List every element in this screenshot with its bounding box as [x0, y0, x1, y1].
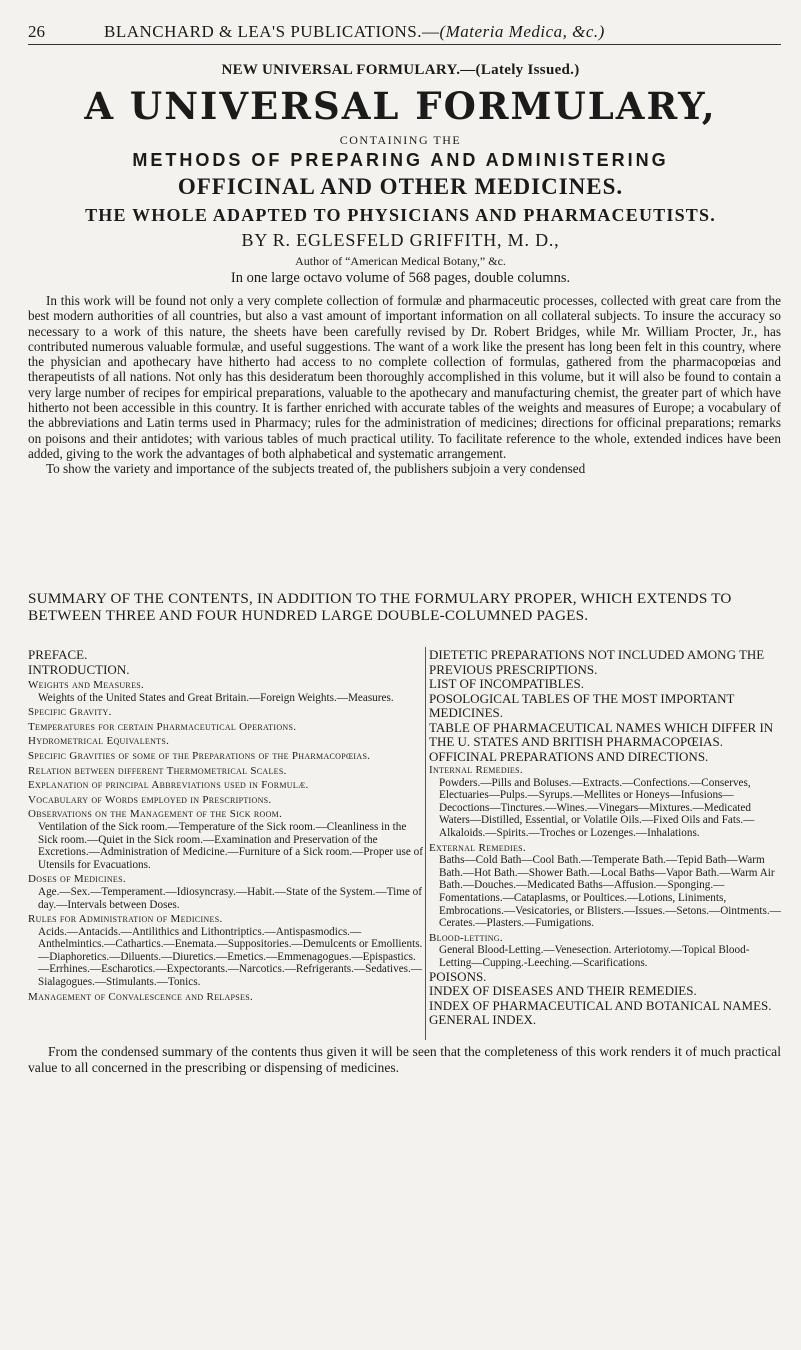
- adapted-line: THE WHOLE ADAPTED TO PHYSICIANS AND PHARMACEUTISTS.: [85, 205, 716, 225]
- section-name: (Materia Medica, &c.): [439, 22, 605, 41]
- contents-left-column: [28, 648, 423, 1003]
- author-byline: BY R. EGLESFELD GRIFFITH, M. D.,: [241, 230, 560, 250]
- author-credits: Author of “American Medical Botany,” &c.: [295, 254, 506, 268]
- contents-hydrometrical: Hydrometrical Equivalents.: [28, 735, 170, 748]
- contents-officinal-preparations: OFFICINAL PREPARATIONS AND DIRECTIONS.: [429, 748, 709, 764]
- intro-text: [28, 293, 781, 477]
- volume-description: In one large octavo volume of 568 pages, double columns.: [230, 270, 571, 286]
- new-work-notice: NEW UNIVERSAL FORMULARY.—(Lately Issued.): [221, 62, 580, 78]
- page-header: [28, 22, 781, 45]
- intro-paragraph-2: To show the variety and importance of the subjects treated of, the publishers subjoin a very condensed: [46, 461, 586, 477]
- contents-introduction: INTRODUCTION.: [28, 661, 130, 677]
- publisher-name: BLANCHARD & LEA'S PUBLICATIONS.—: [104, 22, 440, 41]
- contents-blood-text: General Blood-Letting.—Venesection. Arteriotomy.—Topical Blood-Letting—Cupping.-Leeching.—Scarifications.: [439, 944, 750, 969]
- contents-right-column: [429, 648, 781, 1028]
- contents-preface: PREFACE.: [28, 647, 88, 662]
- officinal-line: OFFICINAL AND OTHER MEDICINES.: [177, 174, 624, 199]
- contents-weights-heading: Weights and Measures.: [28, 679, 145, 691]
- contents-poisons: POISONS.: [429, 968, 487, 984]
- contents-rules-heading: Rules for Administration of Medicines.: [28, 913, 223, 926]
- contents-doses-heading: Doses of Medicines.: [28, 873, 126, 886]
- contents-vocabulary: Vocabulary of Words employed in Prescriptions.: [28, 793, 272, 806]
- closing-text: [28, 1044, 781, 1075]
- contents-management: Management of Convalescence and Relapses.: [28, 990, 254, 1003]
- methods-line: METHODS OF PREPARING AND ADMINISTERING: [132, 150, 669, 170]
- contents-specific-gravity: Specific Gravity.: [28, 706, 112, 719]
- page-number: 26: [28, 22, 45, 41]
- contents-internal-text: Powders.—Pills and Boluses.—Extracts.—Confections.—Conserves, Electuaries—Pulps.—Syrups.—Mellites or Honeys—Infusions—Decoctions—Tinctures.—Wines.—Vinegars—Mixtures.—Medicated Waters—Distilled, Essential, or Volatile Oils.—Fixed Oils and Fats.—Alkaloids.—Spirits.—Troches or Lozenges.—Inhalations.: [439, 776, 755, 839]
- closing-paragraph: From the condensed summary of the contents thus given it will be seen that the completeness of this work renders it of much practical value to all concerned in the prescribing or dispensing of medicines.: [28, 1044, 781, 1075]
- contents-index-diseases: INDEX OF DISEASES AND THEIR REMEDIES.: [429, 983, 697, 998]
- contents-specific-gravities: Specific Gravities of some of the Preparations of the Pharmacopœias.: [28, 749, 371, 762]
- contents-rules-text: Acids.—Antacids.—Antilithics and Lithontriptics.—Antispasmodics.—Anthelmintics.—Cathartics.—Enemata.—Suppositories.—Demulcents or Emollients.—Diaphoretics.—Diluents.—Diuretics.—Emetics.—Emmenagogues.—Epispastics.—Errhines.—Escharotics.—Expectorants.—Narcotics.—Refrigerants.—Sedatives.—Sialagogues.—Stimulants.—Tonics.: [38, 925, 423, 989]
- contents-incompatibles: LIST OF INCOMPATIBLES.: [429, 676, 584, 691]
- contents-general-index: GENERAL INDEX.: [429, 1012, 537, 1027]
- contents-explanation: Explanation of principal Abbreviations used in Formulæ.: [28, 779, 309, 792]
- contents-internal-heading: Internal Remedies.: [429, 764, 523, 776]
- contents-table-names: TABLE OF PHARMACEUTICAL NAMES WHICH DIFFER IN THE U. STATES AND BRITISH PHARMACOPŒIAS.: [429, 719, 774, 749]
- contents-weights-text: Weights of the United States and Great Britain.—Foreign Weights.—Measures.: [38, 691, 394, 704]
- contents-doses-text: Age.—Sex.—Temperament.—Idiosyncrasy.—Habit.—State of the System.—Time of day.—Intervals between Doses.: [38, 885, 422, 911]
- contents-relation: Relation between different Thermometrical Scales.: [28, 764, 287, 777]
- contents-observations-heading: Observations on the Management of the Sick room.: [28, 808, 283, 821]
- running-title: [104, 22, 605, 42]
- contents-posological: POSOLOGICAL TABLES OF THE MOST IMPORTANT MEDICINES.: [429, 690, 735, 720]
- contents-external-text: Baths—Cold Bath—Cool Bath.—Temperate Bath.—Tepid Bath—Warm Bath.—Hot Bath.—Shower Bath.—Local Baths—Vapor Bath.—Warm Air Bath.—Douches.—Medicated Baths—Affusion.—Sponging.—Fomentations.—Cataplasms, or Poultices.—Lotions, Liniments, Embrocations.—Vesicatories, or Blisters.—Issues.—Setons.—Ointments.—Cerates.—Plasters.—Fumigations.: [439, 854, 781, 930]
- book-title: A UNIVERSAL FORMULARY,: [84, 84, 717, 128]
- contents-observations-text: Ventilation of the Sick room.—Temperature of the Sick room.—Cleanliness in the Sick room.—Quiet in the Sick room.—Examination and Preservation of the Excretions.—Administration of Medicine.—Furniture of a Sick room.—Proper use of Utensils for Evacuations.: [38, 820, 423, 871]
- contents-temperatures: Temperatures for certain Pharmaceutical Operations.: [28, 720, 297, 733]
- contents-index-names: INDEX OF PHARMACEUTICAL AND BOTANICAL NAMES.: [429, 997, 772, 1013]
- contents-external-heading: External Remedies.: [429, 841, 526, 854]
- contents-dietetic: DIETETIC PREPARATIONS NOT INCLUDED AMONG THE PREVIOUS PRESCRIPTIONS.: [429, 647, 765, 677]
- intro-paragraph-1: In this work will be found not only a very complete collection of formulæ and pharmaceutic processes, collected with great care from the best modern authorities of all countries, but also a vast amount of important information on all collateral subjects. To insure the accuracy so necessary to a work of this nature, the sheets have been carefully revised by Dr. Robert Bridges, while Mr. William Procter, Jr., has contributed numerous valuable formulæ, and useful suggestions. The want of a work like the present has long been felt in this country, where the physician and apothecary have hitherto had access to no complete collection of formulas, gathered from the pharmacopœias and therapeutists of all nations. Not only has this desideratum been thoroughly accomplished in this volume, but it will also be found to contain a very large number of recipes for empirical preparations, valuable to the apothecary and manufacturing chemist, the greater part of which have hitherto not been accessible in this country. It is farther enriched with accurate tables of the weights and measures of Europe; a vocabulary of the abbreviations and Latin terms used in Pharmacy; rules for the administration of medicines; directions for officinal preparations; remarks on poisons and their antidotes; with various tables of much practical utility. To facilitate reference to the whole, extended indices have been added, giving to the work the advantages of both alphabetical and systematic arrangement.: [28, 293, 781, 461]
- summary-heading: SUMMARY OF THE CONTENTS, IN ADDITION TO THE FORMULARY PROPER, WHICH EXTENDS TO BETWEEN THREE AND FOUR HUNDRED LARGE DOUBLE-COLUMNED PAGES.: [28, 590, 732, 624]
- containing-line: CONTAINING THE: [339, 133, 462, 147]
- column-divider: [425, 647, 426, 1040]
- contents-blood-heading: Blood-letting.: [429, 931, 503, 944]
